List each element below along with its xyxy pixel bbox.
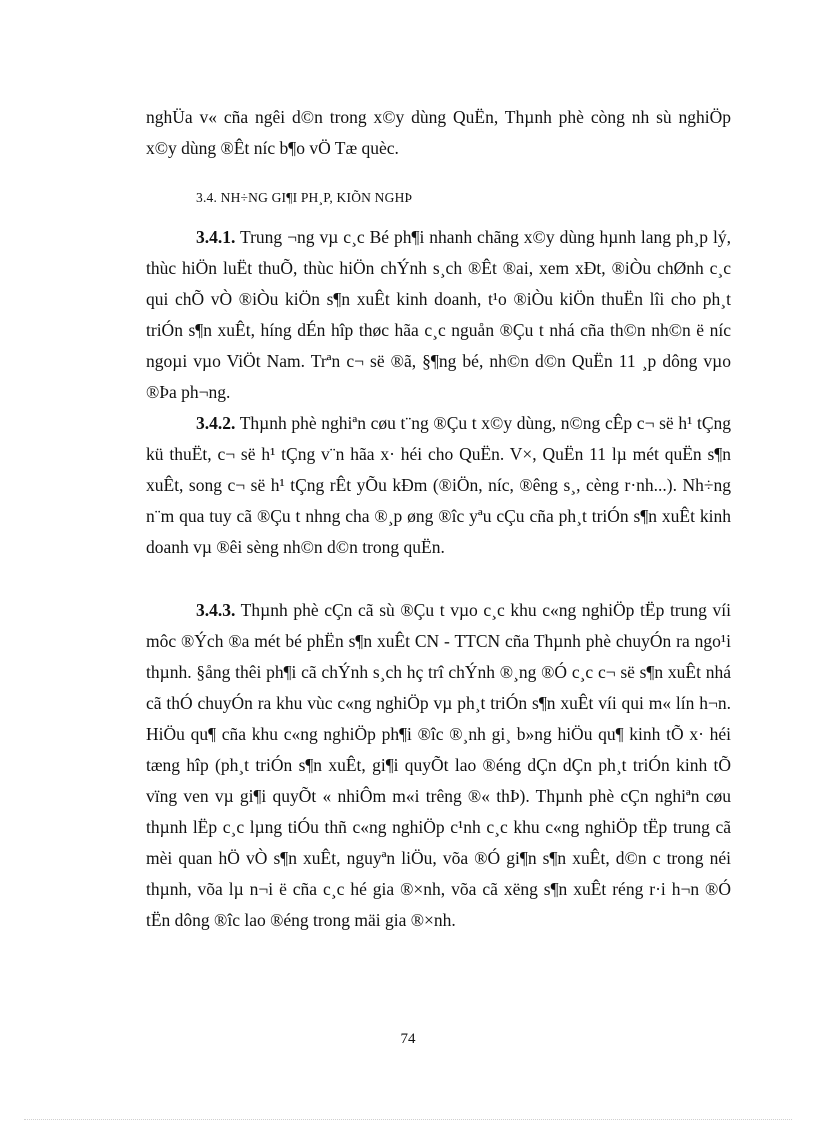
paragraph-number: 3.4.2. [196, 413, 236, 433]
section-heading: 3.4. NH÷NG GI¶I PH¸P, KIÕN NGHÞ [196, 190, 413, 205]
page-number: 74 [400, 1031, 416, 1047]
paragraph-number: 3.4.1. [196, 227, 236, 247]
paragraph-3-4-1 [146, 222, 731, 408]
page-bottom-divider [24, 1119, 792, 1120]
intro-paragraph: nghÜa v« cña ngêi d©n trong x©y dùng QuËn, Thµnh phè còng nh sù nghiÖp x©y dùng ®Êt níc b¶o vÖ Tæ quèc. [146, 107, 731, 158]
paragraph-text: Thµnh phè cÇn cã sù ®Çu t vµo c¸c khu c«ng nghiÖp tËp trung víi môc ®Ých ®a mét bé phËn s¶n xuÊt CN - TTCN cña Thµnh phè chuyÓn ra ngo¹i thµnh. §ång thêi ph¶i cã chÝnh s¸ch hç trî chÝnh ®¸ng ®Ó c¸c c¬ së s¶n xuÊt nhá cã thÓ chuyÓn ra khu vùc c«ng nghiÖp vµ ph¸t triÓn s¶n xuÊt víi qui m« lín h¬n. HiÖu qu¶ cña khu c«ng nghiÖp ph¶i ®îc ®¸nh gi¸ b»ng hiÖu qu¶ kinh tÕ x· héi tæng hîp (ph¸t triÓn s¶n xuÊt, gi¶i quyÕt lao ®éng dÇn dÇn ph¸t triÓn kinh tÕ vïng ven vµ gi¶i quyÕt « nhiÔm m«i trêng ®« thÞ). Thµnh phè cÇn nghiªn cøu thµnh lËp c¸c lµng tiÓu thñ c«ng nghiÖp c¹nh c¸c khu c«ng nghiÖp tËp trung cã mèi quan hÖ vÒ s¶n xuÊt, nguyªn liÖu, võa ®Ó gi¶n s¶n xuÊt, d©n c trong néi thµnh, võa lµ n¬i ë cña c¸c hé gia ®×nh, võa cã xëng s¶n xuÊt réng r·i h¬n ®Ó tËn dông ®îc lao ®éng trong mäi gia ®×nh. [146, 600, 731, 930]
paragraph-text: Thµnh phè nghiªn cøu t¨ng ®Çu t x©y dùng, n©ng cÊp c¬ së h¹ tÇng kü thuËt, c¬ së h¹ tÇng v¨n hãa x· héi cho QuËn. V×, QuËn 11 lµ mét quËn s¶n xuÊt, song c¬ së h¹ tÇng rÊt yÕu kÐm (®iÖn, níc, ®êng s¸, cèng r·nh...). Nh÷ng n¨m qua tuy cã ®Çu t nhng cha ®¸p øng ®îc yªu cÇu cña ph¸t triÓn s¶n xuÊt kinh doanh vµ ®êi sèng nh©n d©n trong quËn. [146, 413, 731, 557]
paragraph-text: Trung ¬ng vµ c¸c Bé ph¶i nhanh chãng x©y dùng hµnh lang ph¸p lý, thùc hiÖn luËt thuÕ, thùc hiÖn chÝnh s¸ch ®Êt ®ai, xem xÐt, ®iÒu chØnh c¸c qui chÕ vÒ ®iÒu kiÖn s¶n xuÊt kinh doanh, t¹o ®iÒu kiÖn thuËn lîi cho ph¸t triÓn s¶n xuÊt, híng dÉn hîp thøc hãa c¸c nguån ®Çu t nhá cña th©n nh©n ë níc ngoµi vµo ViÖt Nam. Trªn c¬ së ®ã, §¶ng bé, nh©n d©n QuËn 11 ¸p dông vµo ®Þa ph¬ng. [146, 227, 731, 402]
paragraph-number: 3.4.3. [196, 600, 236, 620]
paragraph-3-4-3 [146, 595, 731, 936]
paragraph-3-4-2 [146, 408, 731, 563]
